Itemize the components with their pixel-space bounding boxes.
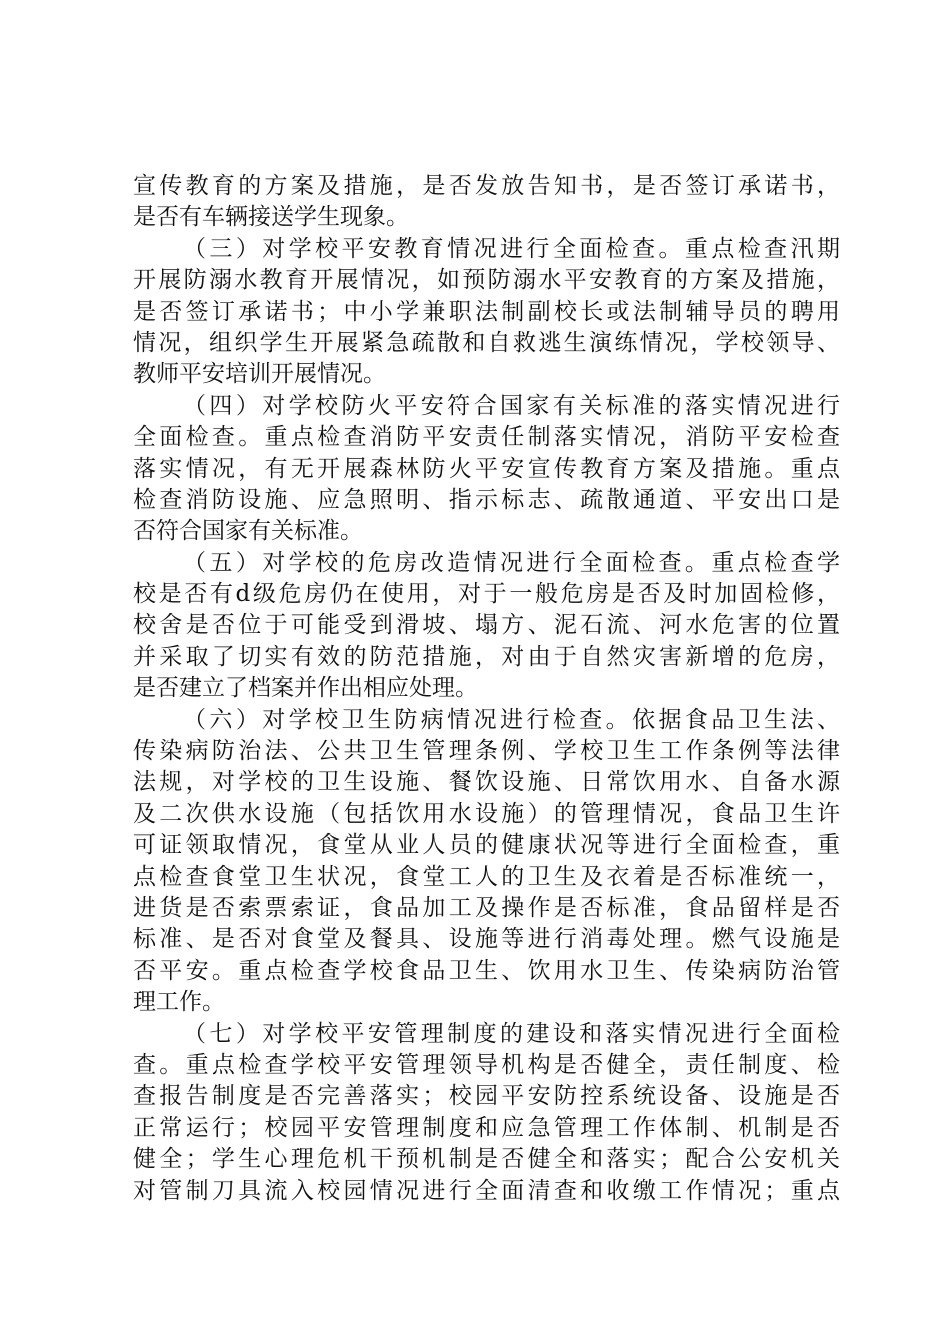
text-line: 查。重点检查学校平安管理领导机构是否健全，责任制度、检 [133,1051,840,1078]
text-line: 并采取了切实有效的防范措施，对由于自然灾害新增的危房， [133,643,840,670]
paragraph-section-3 [133,234,840,391]
text-line: 教师平安培训开展情况。 [133,361,386,388]
text-line: 校是否有d级危房仍在使用，对于一般危房是否及时加固检修， [133,581,840,608]
paragraph-continuation [133,171,840,234]
text-line: （六）对学校卫生防病情况进行检查。依据食品卫生法、 [183,706,840,733]
text-line: 否平安。重点检查学校食品卫生、饮用水卫生、传染病防治管 [133,957,840,984]
text-line: 健全；学生心理危机干预机制是否健全和落实；配合公安机关 [133,1146,840,1173]
text-line: 是否有车辆接送学生现象。 [133,204,409,231]
text-line: 落实情况，有无开展森林防火平安宣传教育方案及措施。重点 [133,455,840,482]
text-line: （三）对学校平安教育情况进行全面检查。重点检查汛期 [183,235,840,262]
paragraph-section-4 [133,391,840,548]
text-line: （五）对学校的危房改造情况进行全面检查。重点检查学 [183,549,840,576]
text-line: 否符合国家有关标准。 [133,518,363,545]
text-line: 全面检查。重点检查消防平安责任制落实情况，消防平安检查 [133,424,840,451]
text-line: 法规，对学校的卫生设施、餐饮设施、日常饮用水、自备水源 [133,769,840,796]
text-line: 正常运行；校园平安管理制度和应急管理工作体制、机制是否 [133,1114,840,1141]
text-line: 宣传教育的方案及措施，是否发放告知书，是否签订承诺书， [133,173,840,199]
text-line: （四）对学校防火平安符合国家有关标准的落实情况进行 [183,392,840,419]
text-line: 及二次供水设施（包括饮用水设施）的管理情况，食品卫生许 [133,800,840,827]
paragraph-section-7 [133,1019,840,1207]
text-line: 理工作。 [133,989,225,1016]
text-line: 校舍是否位于可能受到滑坡、塌方、泥石流、河水危害的位置 [133,612,840,639]
text-line: 对管制刀具流入校园情况进行全面清查和收缴工作情况；重点 [133,1177,840,1204]
text-line: 进货是否索票索证，食品加工及操作是否标准，食品留样是否 [133,894,840,921]
text-line: 标准、是否对食堂及餐具、设施等进行消毒处理。燃气设施是 [133,926,840,953]
text-line: 传染病防治法、公共卫生管理条例、学校卫生工作条例等法律 [133,738,840,765]
text-line: 是否建立了档案并作出相应处理。 [133,675,478,702]
document-body [133,171,840,1207]
text-line: 检查消防设施、应急照明、指示标志、疏散通道、平安出口是 [133,486,840,513]
text-line: 点检查食堂卫生状况，食堂工人的卫生及衣着是否标准统一， [133,863,840,890]
text-line: 可证领取情况，食堂从业人员的健康状况等进行全面检查，重 [133,832,840,859]
text-line: 查报告制度是否完善落实；校园平安防控系统设备、设施是否 [133,1083,840,1110]
text-line: 情况，组织学生开展紧急疏散和自救逃生演练情况，学校领导、 [133,329,840,356]
text-line: （七）对学校平安管理制度的建设和落实情况进行全面检 [183,1020,840,1047]
paragraph-section-5 [133,548,840,705]
text-line: 开展防溺水教育开展情况，如预防溺水平安教育的方案及措施， [133,267,840,294]
paragraph-section-6 [133,705,840,1019]
text-line: 是否签订承诺书；中小学兼职法制副校长或法制辅导员的聘用 [133,298,840,325]
